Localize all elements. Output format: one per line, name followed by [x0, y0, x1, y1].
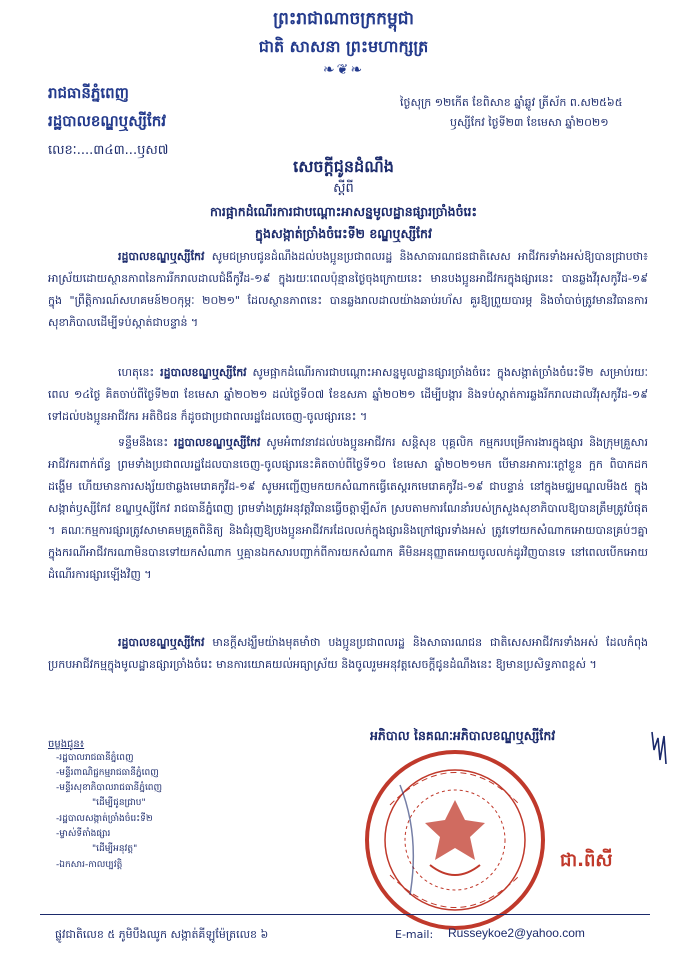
paragraph-2: [48, 362, 648, 428]
lunar-date: ថ្ងៃសុក្រ ១២កើត ខែពិសាខ ឆ្នាំឆ្លូវ ត្រីស័ក ព.ស២៥៦៥: [400, 96, 623, 109]
sender-city: រាជធានីភ្នំពេញ: [48, 84, 129, 102]
sender-district: រដ្ឋបាលខណ្ឌឬស្សីកែវ: [48, 112, 166, 130]
paragraph-3-pre: ទន្ទឹមនឹងនេះ: [118, 436, 174, 449]
paragraph-1-lead: រដ្ឋបាលខណ្ឌឬស្សីកែវ: [118, 250, 205, 263]
solar-date: ឫស្សីកែវ ថ្ងៃទី២៣ ខែមេសា ឆ្នាំ២០២១: [450, 116, 609, 129]
paragraph-4: [48, 632, 648, 676]
cc-item: "ដើម្បីជូនជ្រាប": [92, 798, 146, 808]
cc-label: ចម្លងជូន៖: [48, 739, 85, 750]
paragraph-1-text: សូមជម្រាបជូនដំណឹងដល់បងប្អូនប្រជាពលរដ្ឋ និងសាធារណជនជាតិសេស អាជីវករទាំងអស់ឱ្យបានជ្រាបថា៖ អាស្រ័យដោយស្ថានភាពនៃការរីករាលដាលជំងឺកូវីដ-១៩ ក្នុងរយៈពេលប៉ុន្មានថ្ងៃចុងក្រោយនេះ មានបងប្អូនអាជីវករក្នុងផ្សារនេះ បានឆ្លងវីរុសកូវីដ-១៩ ក្នុង "ព្រឹត្តិការណ៍សហគមន៍២០កុម្ភៈ ២០២១" ដែលស្ថានភាពនេះ បានឆ្លងរាលដាលយ៉ាងឆាប់រហ័ស គួរឱ្យព្រួយបារម្ភ និងចាំបាច់ត្រូវមានវិធានការសុខាភិបាលដើម្បីទប់ស្កាត់ជាបន្ទាន់ ។: [48, 250, 648, 329]
footer-address: ផ្លូវជាតិលេខ ៥ ភូមិបឹងឈូក សង្កាត់គីឡូម៉ែត្រលេខ ៦: [55, 928, 269, 941]
paragraph-3-lead: រដ្ឋបាលខណ្ឌឬស្សីកែវ: [174, 436, 261, 449]
signature-mark: [648, 730, 670, 766]
official-seal-icon: [360, 745, 550, 935]
paragraph-3: [48, 432, 648, 586]
reference-number: លេខៈ....៣៤៣...ឫស៧: [48, 143, 169, 158]
cc-item: -រដ្ឋបាលសង្កាត់ច្រាំងចំរេះទី២: [56, 814, 153, 824]
subject-line-1: ការផ្អាកដំណើរការជាបណ្តោះអាសន្នមូលដ្ឋានផ្សារច្រាំងចំរេះ: [210, 204, 477, 219]
motto-heading: ជាតិ សាសនា ព្រះមហាក្សត្រ: [258, 37, 429, 56]
paragraph-2-pre: ហេតុនេះ: [118, 366, 161, 379]
signatory-name: ជា.ពិសី: [560, 850, 613, 871]
footer-divider: [40, 914, 650, 915]
kingdom-heading: ព្រះរាជាណាចក្រកម្ពុជា: [273, 9, 414, 29]
cc-item: -ម្ចាស់ទីតាំងផ្សារ: [56, 829, 111, 839]
cc-item: -មន្ទីរពាណិជ្ជកម្មរាជធានីភ្នំពេញ: [56, 768, 159, 778]
cc-item: "ដើម្បីអនុវត្ត": [92, 844, 138, 854]
footer-email-label: E-mail:: [395, 928, 434, 941]
signatory-title: អភិបាល នៃគណៈអភិបាលខណ្ឌឬស្សីកែវ: [370, 728, 556, 743]
footer-email[interactable]: Russeykoe2@yahoo.com: [448, 926, 585, 940]
paragraph-2-lead: រដ្ឋបាលខណ្ឌឬស្សីកែវ: [160, 366, 247, 379]
about-label: ស្តីពី: [333, 181, 354, 196]
cc-item: -ឯកសារ-កាលប្បវត្តិ: [56, 860, 123, 870]
subject-line-2: ក្នុងសង្កាត់ច្រាំងចំរេះទី២ ខណ្ឌឬស្សីកែវ: [255, 226, 432, 241]
cc-item: -រដ្ឋបាលរាជធានីភ្នំពេញ: [56, 753, 134, 763]
paragraph-2-text: សូមផ្អាកដំណើរការជាបណ្តោះអាសន្នមូលដ្ឋានផ្សារច្រាំងចំរេះ ក្នុងសង្កាត់ច្រាំងចំរេះទី២ សម្រាប់រយៈពេល ១៤ថ្ងៃ គិតចាប់ពីថ្ងៃទី២៣ ខែមេសា ឆ្នាំ២០២១ ដល់ថ្ងៃទី០៧ ខែឧសភា ឆ្នាំ២០២១ ដើម្បីបង្ការ និងទប់ស្កាត់ការឆ្លងរីករាលដាលវីរុសកូវីដ-១៩ ទៅដល់បងប្អូនអាជីវករ អតិថិជន ក៏ដូចជាប្រជាពលរដ្ឋដែលចេញ-ចូលផ្សារនេះ ។: [48, 366, 648, 423]
paragraph-3-text: សូមអំពាវនាវដល់បងប្អូនអាជីវករ សន្តិសុខ បុគ្គលិក កម្មករបម្រើការងារក្នុងផ្សារ និងក្រុមគ្រួសារអាជីវករពាក់ព័ន្ធ ព្រមទាំងប្រជាពលរដ្ឋដែលបានចេញ-ចូលផ្សារនេះគិតចាប់ពីថ្ងៃទី១០ ខែមេសា ឆ្នាំ២០២១មក បើមានអាការៈក្តៅខ្លួន ក្អក ពិបាកដកដង្ហើម ហើយមានការសង្ស័យថាឆ្លងមេរោគកូវីដ-១៩ សូមអញ្ជើញមកយកសំណាកធ្វើតេស្តរកមេរោគកូវីដ-១៩ ជាបន្ទាន់ នៅក្នុងមជ្ឈមណ្ឌលមីង៥ ក្នុងសង្កាត់ឫស្សីកែវ ខណ្ឌឬស្សីកែវ រាជធានីភ្នំពេញ ព្រមទាំងត្រូវអនុវត្តវិធានធ្វើចត្តាឡីស័ក ស្របតាមការណែនាំរបស់ក្រសួងសុខាភិបាលឱ្យបានត្រឹមត្រូវបំផុត ។ គណៈកម្មការផ្សារត្រូវសាមាគមគ្រួតពិនិត្យ និងជំរុញឱ្យបងប្អូនអាជីវករដែលលក់ក្នុងផ្សារនិងក្រៅផ្សារទាំងអស់ ត្រូវទៅយកសំណាកអោយបានគ្រប់ៗគ្នា ក្នុងករណីអាជីវករណាមិនបានទៅយកសំណាក ឬគ្មានឯកសារបញ្ជាក់ពីការយកសំណាក គឺមិនអនុញ្ញាតអោយចូលលក់ដូរវិញបានទេ នៅពេលបើកអោយដំណើរការផ្សារឡើងវិញ ។: [48, 436, 648, 581]
paragraph-4-lead: រដ្ឋបាលខណ្ឌឬស្សីកែវ: [118, 636, 205, 649]
paragraph-4-text: មានក្តីសង្ឃឹមយ៉ាងមុតមាំថា បងប្អូនប្រជាពលរដ្ឋ និងសាធារណជន ជាតិសេសអាជីវករទាំងអស់ ដែលកំពុងប្រកបអាជីវកម្មក្នុងមូលដ្ឋានផ្សារច្រាំងចំរេះ មានការយោគយល់អធ្យាស្រ័យ និងចូលរួមអនុវត្តសេចក្តីជូនដំណឹងនេះ ឱ្យមានប្រសិទ្ធភាពខ្ពស់ ។: [48, 636, 648, 671]
ornament: ❧❦❧: [322, 62, 365, 78]
document-title: សេចក្តីជូនដំណឹង: [293, 157, 394, 176]
cc-item: -មន្ទីរសុខាភិបាលរាជធានីភ្នំពេញ: [56, 783, 163, 793]
paragraph-1: [48, 246, 648, 334]
